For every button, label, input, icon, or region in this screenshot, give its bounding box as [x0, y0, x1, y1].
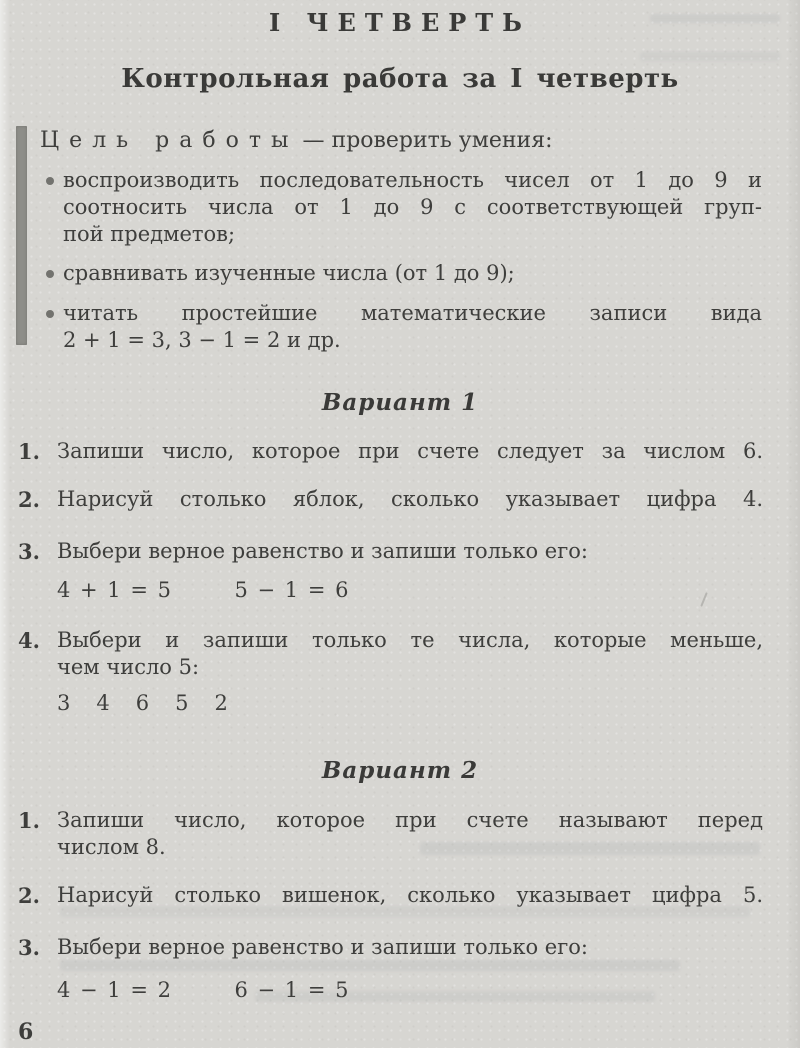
variant1-task-2 [18, 486, 764, 513]
bleedthrough-artifact [640, 52, 780, 61]
goal-bullet-text-line: соотносить числа от 1 до 9 с соответствующей груп- [63, 195, 762, 219]
goal-bullet-item [46, 167, 762, 248]
variant2-task-2 [18, 882, 764, 909]
number-choice: 5 [175, 691, 189, 715]
number-choice: 4 [96, 691, 110, 715]
task-text-line: Выбери верное равенство и запиши только его: [57, 539, 588, 563]
task-text [57, 486, 763, 513]
variant1-task-1 [18, 438, 764, 465]
task-text-line: Нарисуй столько яблок, сколько указывает цифра 4. [57, 487, 763, 511]
equation-row [57, 577, 763, 604]
number-choice: 3 [57, 691, 71, 715]
quarter-title: I ЧЕТВЕРТЬ [269, 8, 531, 37]
task-number: 1. [18, 808, 40, 833]
task-text-line: чем число 5: [57, 655, 200, 679]
number-choice: 2 [214, 691, 228, 715]
variant1-heading: Вариант 1 [321, 389, 479, 416]
task-number: 3. [18, 935, 40, 960]
numbers-row [57, 690, 763, 717]
task-number: 2. [18, 487, 40, 512]
task-number: 4. [18, 628, 40, 653]
task-text [57, 627, 763, 717]
variant2-task-3 [18, 934, 764, 1004]
page-left-edge [0, 0, 10, 1048]
task-text-line: Нарисуй столько вишенок, сколько указывает цифра 5. [57, 883, 763, 907]
equation: 5 − 1 = 6 [234, 578, 350, 602]
goal-label-rest: — проверить умения: [302, 128, 553, 153]
task-text [57, 934, 763, 1004]
page-right-edge [786, 0, 800, 1048]
task-text [57, 538, 763, 604]
task-number: 1. [18, 439, 40, 464]
goal-bullet-text-line: читать простейшие математические записи вида [63, 301, 762, 325]
variant1-task-3 [18, 538, 764, 604]
task-number: 3. [18, 539, 40, 564]
goal-bullet-text-line: сравнивать изученные числа (от 1 до 9); [63, 261, 515, 285]
bullet-dot-icon [46, 310, 54, 318]
task-text-line: Запиши число, которое при счете называют перед [57, 808, 763, 832]
variant1-task-4 [18, 627, 764, 717]
equation-row [57, 977, 763, 1004]
goal-label [40, 127, 553, 155]
number-choice: 6 [135, 691, 150, 715]
task-number: 2. [18, 883, 40, 908]
goal-accent-bar [16, 126, 27, 345]
task-text [57, 438, 763, 465]
work-title: Контрольная работа за I четверть [121, 64, 679, 94]
task-text-line: Запиши число, которое при счете следует за числом 6. [57, 439, 763, 463]
equation: 4 + 1 = 5 [57, 578, 173, 602]
goal-bullet-text-line: 2 + 1 = 3, 3 − 1 = 2 и др. [63, 328, 341, 352]
task-text-line: Выбери и запиши только те числа, которые меньше, [57, 628, 763, 652]
bullet-dot-icon [46, 270, 54, 278]
goal-bullet-item [46, 300, 762, 354]
task-text [57, 807, 763, 861]
variant2-heading: Вариант 2 [321, 757, 479, 784]
equation: 6 − 1 = 5 [234, 978, 350, 1002]
page-number: 6 [18, 1019, 34, 1045]
goal-bullet-text-line: пой предметов; [63, 222, 236, 246]
variant2-task-1 [18, 807, 764, 861]
task-text-line: Выбери верное равенство и запиши только его: [57, 935, 588, 959]
goal-bullet-item [46, 260, 762, 287]
bullet-dot-icon [46, 177, 54, 185]
equation: 4 − 1 = 2 [57, 978, 173, 1002]
task-text [57, 882, 763, 909]
task-text-line: числом 8. [57, 835, 166, 859]
goal-label-spaced: Цель работы [40, 128, 299, 153]
goal-bullet-text-line: воспроизводить последовательность чисел от 1 до 9 и [63, 168, 762, 192]
